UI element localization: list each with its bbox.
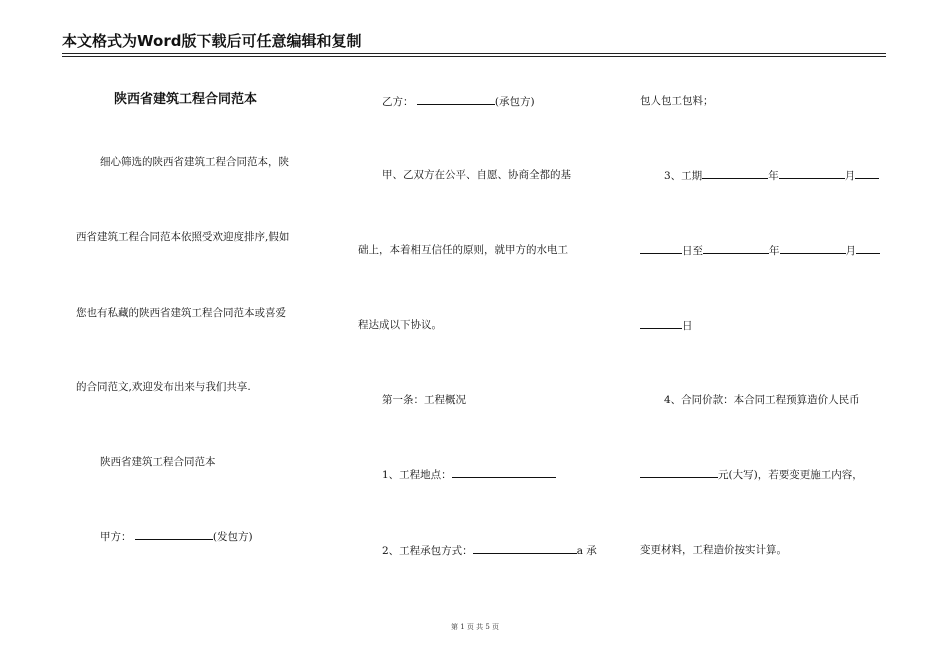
party-b-blank: [417, 94, 495, 105]
start-day-blank-cont: [640, 243, 682, 254]
party-a-blank: [135, 529, 213, 540]
day-to-label: 日至: [682, 245, 703, 257]
day-label: 日: [682, 320, 693, 332]
paragraph-line: 础上，本着相互信任的原则，就甲方的水电工: [358, 244, 568, 256]
document-title: 陕西省建筑工程合同范本: [114, 92, 258, 107]
month-label: 月: [845, 245, 856, 257]
paragraph-line: 的合同范文,欢迎发布出来与我们共享.: [76, 381, 251, 393]
article-heading: 第一条：工程概况: [382, 394, 466, 406]
period-end-line: [640, 243, 880, 258]
contract-method-blank: [473, 543, 577, 554]
contract-price-amount-line: [640, 467, 863, 482]
end-year-blank: [703, 243, 769, 254]
project-location-blank: [452, 467, 556, 478]
year-label: 年: [769, 245, 780, 257]
end-month-blank: [780, 243, 846, 254]
period-end-day-line: [640, 318, 693, 333]
contract-method-label: 2、工程承包方式：: [382, 545, 473, 557]
party-b-suffix: (承包方): [494, 96, 535, 108]
page-number: 第 1 页 共 5 页: [450, 623, 500, 631]
end-day-blank: [856, 243, 880, 254]
paragraph-line: 细心筛选的陕西省建筑工程合同范本，陕: [100, 156, 289, 168]
contract-price-suffix: 元(大写)，若要变更施工内容，: [718, 469, 863, 481]
header-rule: [62, 53, 886, 54]
start-year-blank: [702, 168, 768, 179]
party-b-line: [382, 94, 535, 109]
paragraph-line: 您也有私藏的陕西省建筑工程合同范本或喜爱: [76, 307, 286, 319]
party-b-label: 乙方：: [382, 96, 414, 108]
party-a-line: [100, 529, 253, 544]
project-location-line: [382, 467, 556, 482]
contract-method-suffix: a 承: [576, 545, 597, 557]
contract-subtitle: 陕西省建筑工程合同范本: [100, 456, 216, 468]
contract-price-line: 4、合同价款：本合同工程预算造价人民币: [664, 394, 860, 406]
party-a-label: 甲方：: [100, 531, 132, 543]
year-label: 年: [768, 170, 779, 182]
document-banner: 本文格式为Word版下载后可任意编辑和复制: [62, 32, 362, 50]
paragraph-line: 包人包工包料；: [640, 95, 714, 107]
construction-period-line: [664, 168, 879, 183]
project-location-label: 1、工程地点：: [382, 469, 452, 481]
month-label: 月: [844, 170, 856, 182]
contract-price-blank: [640, 467, 718, 478]
paragraph-line: 西省建筑工程合同范本依照受欢迎度排序,假如: [76, 231, 290, 243]
header-rule-thin: [62, 56, 886, 57]
paragraph-line: 甲、乙双方在公平、自愿、协商全都的基: [382, 169, 571, 181]
end-day-blank-cont: [640, 318, 682, 329]
paragraph-line: 程达成以下协议。: [358, 319, 442, 331]
party-a-suffix: (发包方): [212, 531, 253, 543]
contract-method-line: [382, 543, 597, 558]
start-day-blank: [855, 168, 879, 179]
start-month-blank: [779, 168, 845, 179]
paragraph-line: 变更材料，工程造价按实计算。: [640, 544, 787, 556]
period-label: 3、工期: [664, 170, 703, 182]
